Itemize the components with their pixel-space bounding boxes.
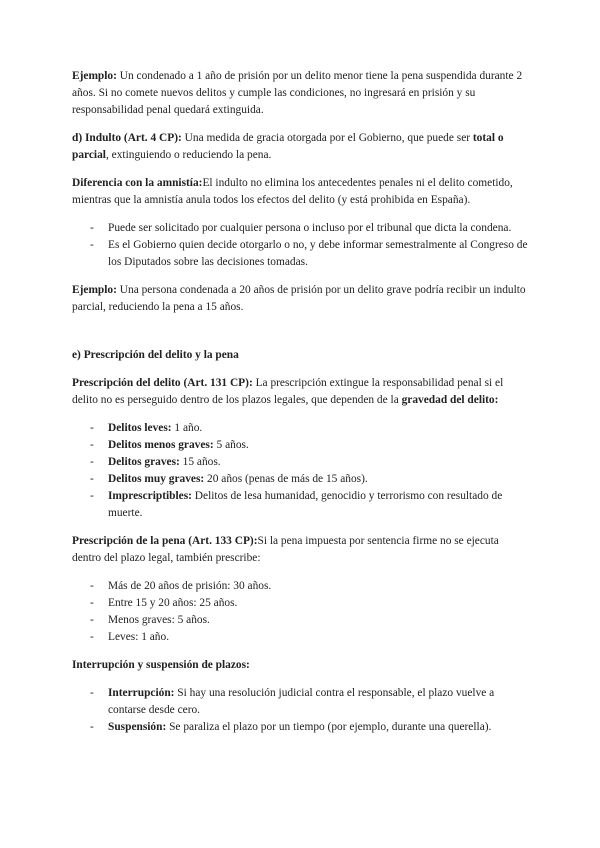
indulto-text-end: , extinguiendo o reduciendo la pena. bbox=[105, 149, 272, 161]
item-label: Interrupción: bbox=[108, 687, 175, 699]
list-item: - Puede ser solicitado por cualquier persona o incluso por el tribunal que dicta la condena. bbox=[72, 220, 528, 237]
item-label: Delitos graves: bbox=[108, 456, 180, 468]
ejemplo-text: Una persona condenada a 20 años de prisión por un delito grave podría recibir un indulto parcial, reduciendo la pena a 15 años. bbox=[72, 284, 526, 313]
section-heading bbox=[72, 347, 528, 364]
item-text: 20 años (penas de más de 15 años). bbox=[204, 473, 368, 485]
item-label: Delitos muy graves: bbox=[108, 473, 205, 485]
indulto-label: d) Indulto (Art. 4 CP): bbox=[72, 132, 182, 144]
prescripcion-delito-paragraph bbox=[72, 375, 528, 409]
list-item bbox=[72, 471, 528, 488]
document-page bbox=[72, 68, 528, 747]
list-item bbox=[72, 719, 528, 736]
prescripcion-pena-text: Si la pena impuesta por sentencia firme no se ejecuta dentro del plazo legal, también prescribe: bbox=[72, 535, 499, 564]
list-item bbox=[72, 454, 528, 471]
prescripcion-pena-paragraph bbox=[72, 533, 528, 567]
list-item bbox=[72, 437, 528, 454]
indulto-paragraph bbox=[72, 130, 528, 164]
item-text: 1 año. bbox=[171, 422, 203, 434]
item-label: Delitos leves: bbox=[108, 422, 172, 434]
item-label: Suspensión: bbox=[108, 721, 167, 733]
list-item bbox=[72, 685, 528, 719]
list-item: - Es el Gobierno quien decide otorgarlo o no, y debe informar semestralmente al Congreso de los Diputados sobre las decisiones tomadas. bbox=[72, 237, 528, 271]
item-label: Delitos menos graves: bbox=[108, 439, 214, 451]
diferencia-label: Diferencia con la amnistía: bbox=[72, 177, 203, 189]
interrupcion-heading bbox=[72, 657, 528, 674]
prescripcion-pena-label: Prescripción de la pena (Art. 133 CP): bbox=[72, 535, 258, 547]
indulto-list bbox=[72, 220, 528, 271]
item-text: 5 años. bbox=[213, 439, 249, 451]
indulto-text: Una medida de gracia otorgada por el Gobierno, que puede ser bbox=[181, 132, 473, 144]
ejemplo-condena-paragraph bbox=[72, 68, 528, 119]
list-item: - Leves: 1 año. bbox=[72, 629, 528, 646]
prescripcion-delito-label: Prescripción del delito (Art. 131 CP): bbox=[72, 377, 253, 389]
interrupcion-heading-text: Interrupción y suspensión de plazos: bbox=[72, 659, 250, 671]
ejemplo-text: Un condenado a 1 año de prisión por un delito menor tiene la pena suspendida durante 2 años. Si no comete nuevos delitos y cumple las condiciones, no ingresará en prisión y su responsabilidad penal quedará extinguida. bbox=[72, 70, 523, 116]
item-text: Delitos de lesa humanidad, genocidio y terrorismo con resultado de muerte. bbox=[108, 490, 503, 519]
ejemplo-indulto-paragraph bbox=[72, 282, 528, 316]
indulto-bold: total o parcial bbox=[72, 132, 504, 161]
delito-list bbox=[72, 420, 528, 522]
diferencia-paragraph bbox=[72, 175, 528, 209]
section-heading-text: e) Prescripción del delito y la pena bbox=[72, 349, 239, 361]
item-text: Se paraliza el plazo por un tiempo (por ejemplo, durante una querella). bbox=[166, 721, 492, 733]
item-text: Si hay una resolución judicial contra el responsable, el plazo vuelve a contarse desde cero. bbox=[108, 687, 495, 716]
list-item: - Entre 15 y 20 años: 25 años. bbox=[72, 595, 528, 612]
ejemplo-label: Ejemplo: bbox=[72, 70, 117, 82]
prescripcion-delito-bold: gravedad del delito: bbox=[401, 394, 499, 406]
ejemplo-label: Ejemplo: bbox=[72, 284, 117, 296]
item-text: 15 años. bbox=[179, 456, 221, 468]
interrupcion-list bbox=[72, 685, 528, 736]
list-item bbox=[72, 488, 528, 522]
list-item: - Menos graves: 5 años. bbox=[72, 612, 528, 629]
item-label: Imprescriptibles: bbox=[108, 490, 192, 502]
prescripcion-delito-text: La prescripción extingue la responsabilidad penal si el delito no es perseguido dentro de los plazos legales, que dependen de la bbox=[72, 377, 504, 406]
list-item: - Más de 20 años de prisión: 30 años. bbox=[72, 578, 528, 595]
diferencia-text: El indulto no elimina los antecedentes penales ni el delito cometido, mientras que la amnistía anula todos los efectos del delito (y está prohibida en España). bbox=[72, 177, 513, 206]
pena-list bbox=[72, 578, 528, 646]
list-item bbox=[72, 420, 528, 437]
